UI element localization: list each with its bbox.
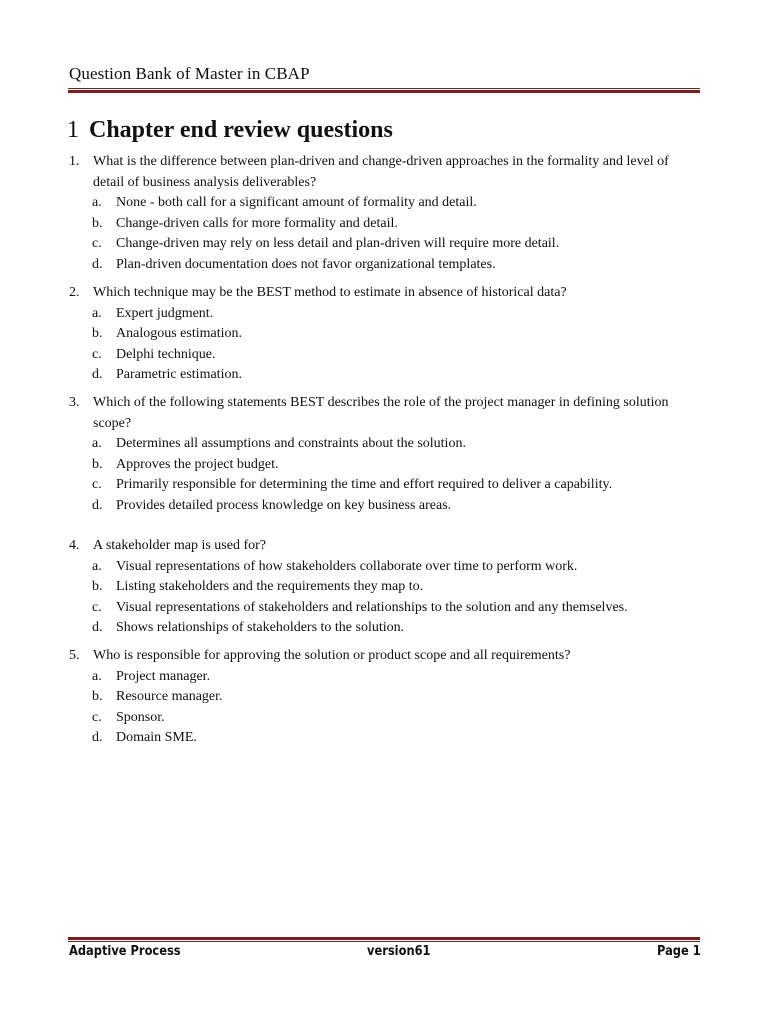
option-text: Visual representations of stakeholders and relationships to the solution and any themselves.	[116, 599, 628, 615]
option-text: Approves the project budget.	[116, 456, 279, 472]
option-c	[69, 598, 701, 619]
question-text: What is the difference between plan-driven and change-driven approaches in the formality and level of detail of business analysis deliverables?	[93, 154, 669, 190]
option-a	[69, 557, 701, 578]
option-b	[69, 214, 701, 235]
footer-rule	[68, 937, 700, 942]
header-rule	[68, 88, 700, 93]
option-text: Change-driven may rely on less detail and plan-driven will require more detail.	[116, 236, 560, 251]
option-d	[69, 365, 701, 386]
option-d	[69, 618, 701, 639]
option-c	[69, 708, 701, 729]
option-text: Primarily responsible for determining the time and effort required to deliver a capability.	[116, 477, 613, 492]
option-text: Shows relationships of stakeholders to the solution.	[116, 620, 405, 635]
option-text: Listing stakeholders and the requirements they map to.	[116, 579, 424, 594]
question-1	[69, 152, 701, 275]
option-letter: a.	[92, 195, 102, 210]
option-text: Sponsor.	[116, 709, 165, 725]
option-b	[69, 577, 701, 598]
option-letter: c.	[92, 477, 102, 492]
option-a	[69, 304, 701, 325]
option-letter: b.	[92, 215, 103, 231]
option-text: Analogous estimation.	[116, 326, 242, 341]
option-letter: d.	[92, 367, 103, 382]
question-number: 5.	[69, 648, 80, 663]
question-text: Which of the following statements BEST describes the role of the project manager in defining solution scope?	[93, 395, 669, 431]
footer-version: version61	[367, 944, 431, 959]
question-number: 4.	[69, 538, 80, 553]
question-2	[69, 283, 701, 386]
option-text: Visual representations of how stakeholders collaborate over time to perform work.	[116, 558, 578, 574]
option-letter: a.	[92, 436, 102, 451]
question-number: 1.	[69, 154, 80, 169]
option-letter: d.	[92, 620, 103, 635]
option-list	[69, 193, 701, 275]
option-text: Delphi technique.	[116, 346, 216, 362]
question-number: 3.	[69, 395, 80, 410]
option-letter: c.	[92, 236, 102, 251]
option-text: Parametric estimation.	[116, 367, 242, 382]
option-text: Provides detailed process knowledge on key business areas.	[116, 497, 452, 513]
question-text: A stakeholder map is used for?	[93, 538, 267, 553]
option-letter: b.	[92, 456, 103, 472]
option-text: Expert judgment.	[116, 305, 214, 321]
option-a	[69, 667, 701, 688]
option-letter: a.	[92, 305, 102, 321]
option-text: None - both call for a significant amount of formality and detail.	[116, 195, 477, 210]
option-letter: c.	[92, 709, 102, 725]
option-letter: c.	[92, 599, 102, 615]
option-c	[69, 475, 701, 496]
option-list	[69, 304, 701, 386]
option-c	[69, 345, 701, 366]
question-text: Which technique may be the BEST method to estimate in absence of historical data?	[93, 285, 567, 300]
running-header: Question Bank of Master in CBAP	[69, 64, 310, 83]
question-4	[69, 536, 701, 639]
option-b	[69, 687, 701, 708]
option-text: Change-driven calls for more formality and detail.	[116, 215, 398, 231]
option-letter: d.	[92, 256, 103, 272]
question-5	[69, 646, 701, 749]
option-letter: b.	[92, 689, 103, 704]
chapter-title: Chapter end review questions	[89, 117, 393, 143]
option-list	[69, 557, 701, 639]
option-letter: c.	[92, 346, 102, 362]
option-d	[69, 728, 701, 749]
option-text: Plan-driven documentation does not favor organizational templates.	[116, 256, 496, 272]
chapter-heading	[67, 117, 393, 144]
question-number: 2.	[69, 285, 80, 300]
option-d	[69, 496, 701, 517]
footer-left-text: Adaptive Process	[69, 944, 181, 959]
option-d	[69, 255, 701, 276]
option-letter: d.	[92, 497, 103, 513]
option-letter: b.	[92, 579, 103, 594]
option-text: Domain SME.	[116, 730, 197, 745]
chapter-number: 1	[67, 117, 79, 143]
option-text: Project manager.	[116, 668, 211, 684]
option-list	[69, 434, 701, 516]
option-text: Determines all assumptions and constraints about the solution.	[116, 436, 466, 451]
option-a	[69, 434, 701, 455]
option-letter: a.	[92, 668, 102, 684]
option-b	[69, 455, 701, 476]
option-text: Resource manager.	[116, 689, 223, 704]
option-c	[69, 234, 701, 255]
option-letter: b.	[92, 326, 103, 341]
option-list	[69, 667, 701, 749]
option-b	[69, 324, 701, 345]
option-letter: a.	[92, 558, 102, 574]
option-letter: d.	[92, 730, 103, 745]
question-3	[69, 393, 701, 516]
option-a	[69, 193, 701, 214]
page-number: Page 1	[657, 944, 701, 959]
question-text: Who is responsible for approving the solution or product scope and all requirements?	[93, 648, 571, 663]
